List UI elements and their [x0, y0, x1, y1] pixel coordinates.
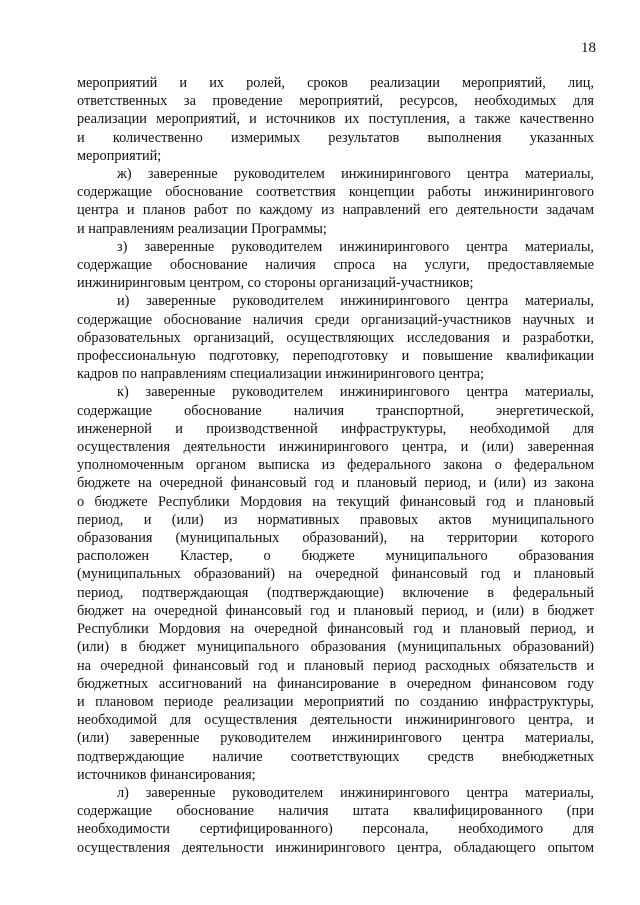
text-line: на очередной финансовый год и плановый период расходных обязательств и: [77, 657, 594, 674]
text-line: инжиниринговым центром, со стороны организаций-участников;: [77, 275, 474, 292]
text-line: содержащие обоснование наличия штата квалифицированного (при: [77, 803, 594, 820]
text-line: содержащие обоснование наличия спроса на услуги, предоставляемые: [77, 257, 594, 274]
text-line: содержащие обоснование соответствия концепции работы инжинирингового: [77, 184, 594, 201]
text-line: (или) в бюджет муниципального образования (муниципальных образований): [77, 639, 594, 656]
text-line: мероприятий и их ролей, сроков реализации мероприятий, лиц,: [77, 75, 594, 91]
text-line: необходимой для осуществления деятельности инжинирингового центра, и: [77, 712, 594, 729]
text-line: образовательных организаций, осуществляющих исследования и разработки,: [77, 329, 594, 346]
text-line: и количественно измеримых результатов выполнения указанных: [77, 129, 594, 146]
text-line: (или) заверенные руководителем инжинирингового центра материалы,: [77, 730, 594, 747]
text-line: источников финансирования;: [77, 766, 256, 783]
document-body: [77, 74, 594, 857]
text-line: и плановом периоде реализации мероприятий по созданию инфраструктуры,: [77, 693, 594, 710]
text-line: бюджете на очередной финансовый год и плановый период, и (или) из закона: [77, 475, 594, 492]
text-line: содержащие обоснование наличия транспортной, энергетической,: [77, 402, 594, 419]
text-line: л) заверенные руководителем инжинирингового центра материалы,: [117, 784, 594, 801]
text-line: и направлениям реализации Программы;: [77, 220, 327, 237]
text-line: осуществления деятельности инжинирингового центра, и (или) заверенная: [77, 439, 594, 456]
text-line: бюджетных ассигнований на финансирование в очередном финансовом году: [77, 675, 594, 692]
text-line: реализации мероприятий, и источников их поступления, а также качественно: [77, 111, 594, 128]
text-line: расположен Кластер, о бюджете муниципального образования: [77, 548, 594, 565]
text-line: (муниципальных образований) на очередной финансовый год и плановый: [77, 566, 594, 583]
text-line: центра и планов работ по каждому из направлений его деятельности задачам: [77, 202, 594, 219]
text-line: необходимости сертифицированного) персонала, необходимого для: [77, 821, 594, 838]
text-line: ж) заверенные руководителем инжинирингового центра материалы,: [117, 166, 594, 183]
text-line: к) заверенные руководителем инжинирингового центра материалы,: [117, 384, 594, 401]
text-line: уполномоченным органом выписка из федерального закона о федеральном: [77, 457, 594, 474]
text-line: мероприятий;: [77, 147, 162, 164]
text-line: кадров по направлениям специализации инжинирингового центра;: [77, 366, 485, 383]
text-line: бюджет на очередной финансовый год и плановый период, и (или) в бюджет: [77, 602, 594, 619]
text-line: образования (муниципальных образований), на территории которого: [77, 530, 594, 547]
text-line: период, подтверждающая (подтверждающие) включение в федеральный: [77, 584, 594, 601]
page-number: 18: [581, 40, 596, 56]
text-line: подтверждающие наличие соответствующих средств внебюджетных: [77, 748, 594, 765]
text-line: инженерной и производственной инфраструктуры, необходимой для: [77, 420, 594, 437]
text-line: ответственных за проведение мероприятий, ресурсов, необходимых для: [77, 93, 594, 110]
text-line: Республики Мордовия на очередной финансовый год и плановый период, и: [77, 621, 594, 638]
text-line: о бюджете Республики Мордовия на текущий финансовый год и плановый: [77, 493, 594, 510]
text-line: осуществления деятельности инжинирингового центра, обладающего опытом: [77, 839, 594, 856]
text-line: и) заверенные руководителем инжинирингового центра материалы,: [117, 293, 594, 310]
text-line: з) заверенные руководителем инжинирингового центра материалы,: [117, 238, 594, 255]
text-line: профессиональную подготовку, переподготовку и повышение квалификации: [77, 348, 594, 365]
text-line: период, и (или) из нормативных правовых актов муниципального: [77, 511, 594, 528]
text-line: содержащие обоснование наличия среди организаций-участников научных и: [77, 311, 594, 328]
